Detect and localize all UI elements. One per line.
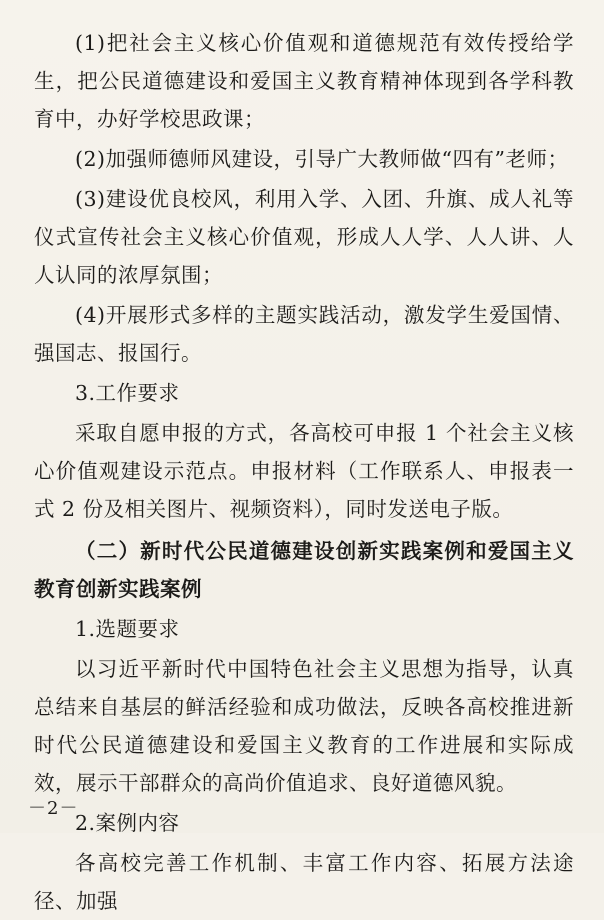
paragraph-item-4: (4)开展形式多样的主题实践活动，激发学生爱国情、强国志、报国行。: [34, 303, 574, 365]
section-heading-case-content: 2.案例内容: [75, 811, 180, 835]
section-heading-topic-requirements: 1.选题要求: [75, 617, 180, 641]
case-content-paragraph: 各高校完善工作机制、丰富工作内容、拓展方法途径、加强: [34, 851, 574, 913]
section-heading-work-requirements: 3.工作要求: [75, 381, 180, 405]
section-heading-case-studies: （二）新时代公民道德建设创新实践案例和爱国主义教育创新实践案例: [34, 539, 574, 601]
paragraph-item-1: (1)把社会主义核心价值观和道德规范有效传授给学生，把公民道德建设和爱国主义教育精神体现到各学科教育中，办好学校思政课；: [34, 31, 574, 131]
paragraph-item-3: (3)建设优良校风，利用入学、入团、升旗、成人礼等仪式宣传社会主义核心价值观，形成人人学、人人讲、人人认同的浓厚氛围；: [34, 187, 574, 287]
topic-requirements-paragraph: 以习近平新时代中国特色社会主义思想为指导，认真总结来自基层的鲜活经验和成功做法，反映各高校推进新时代公民道德建设和爱国主义教育的工作进展和实际成效，展示干部群众的高尚价值追求、良好道德风貌。: [34, 657, 574, 795]
page-number: －2－: [28, 798, 79, 819]
paragraph-item-2: (2)加强师德师风建设，引导广大教师做“四有”老师；: [75, 147, 569, 171]
application-requirements-paragraph: 采取自愿申报的方式，各高校可申报 1 个社会主义核心价值观建设示范点。申报材料（工作联系人、申报表一式 2 份及相关图片、视频资料），同时发送电子版。: [34, 421, 574, 521]
